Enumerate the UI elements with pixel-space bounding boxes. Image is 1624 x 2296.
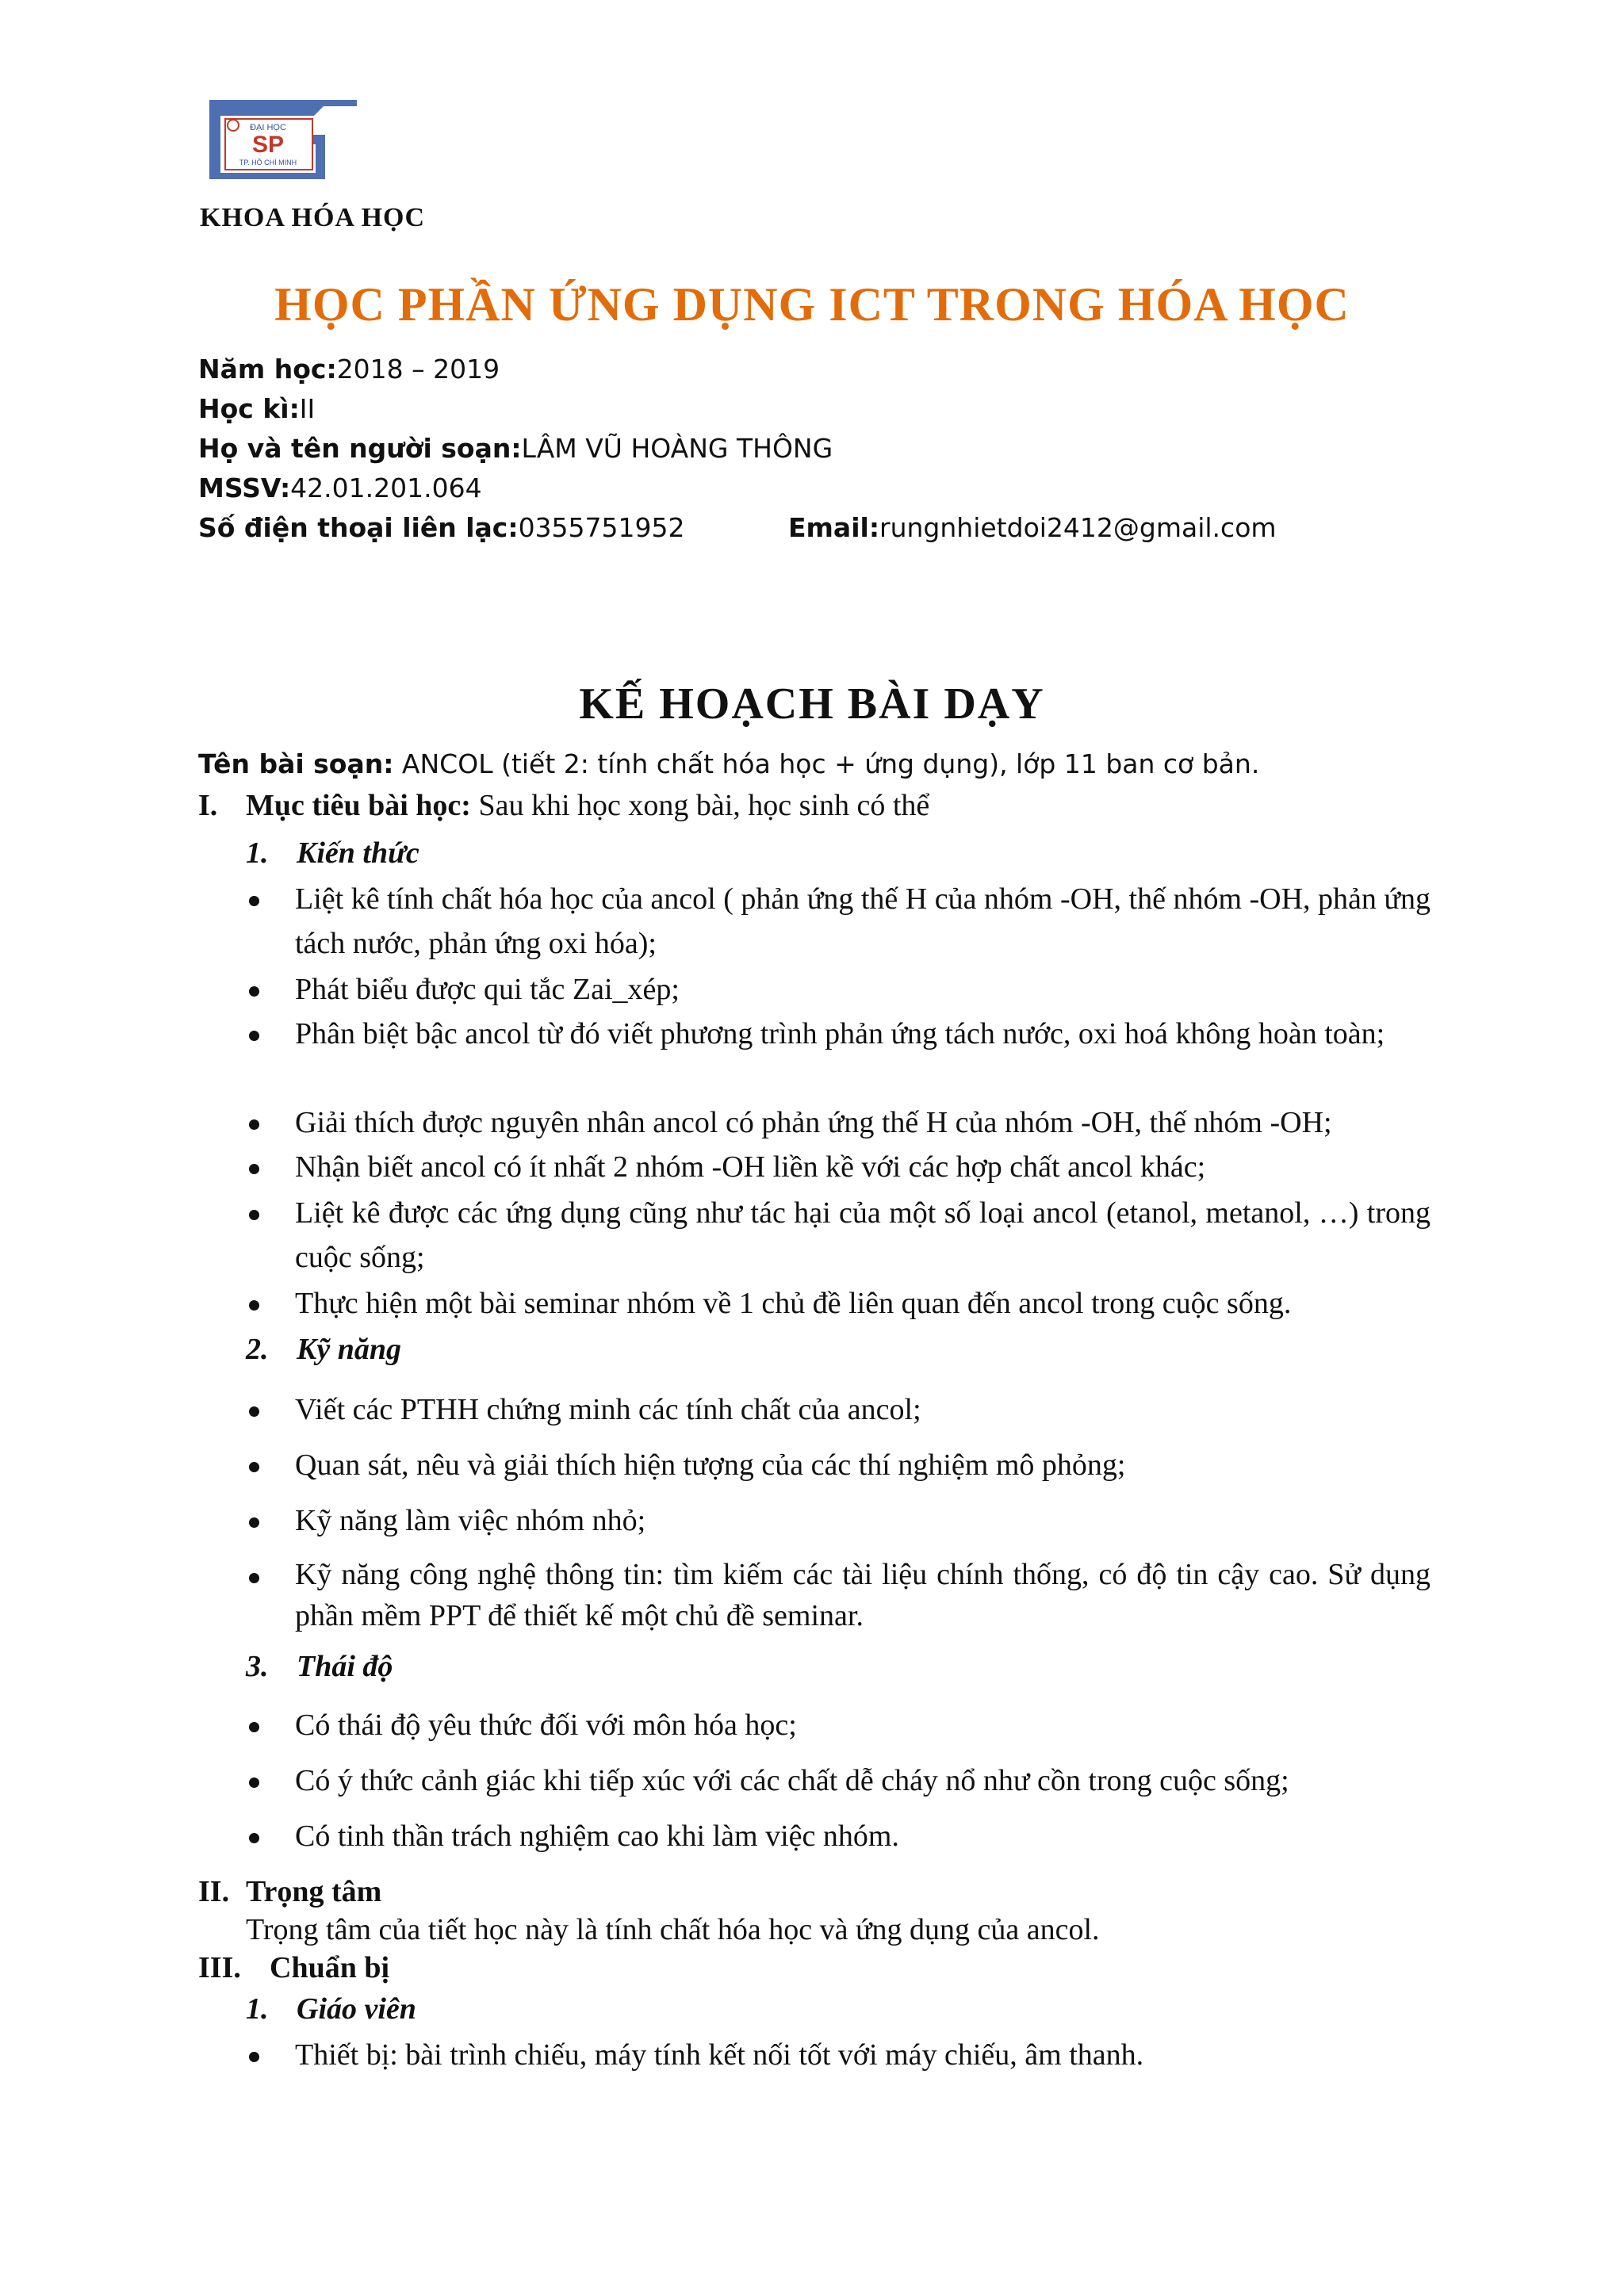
lesson-name: Tên bài soạn: ANCOL (tiết 2: tính chất hóa học + ứng dụng), lớp 11 ban cơ bản. <box>198 748 1260 779</box>
subsection-knowledge: 1. Kiến thức <box>246 836 419 870</box>
section-objectives: I. Mục tiêu bài học: Sau khi học xong bài, học sinh có thể <box>198 789 930 822</box>
subsection-skills: 2. Kỹ năng <box>246 1333 401 1366</box>
section-focus: II. Trọng tâm <box>198 1875 382 1908</box>
author-name: Họ và tên người soạn:LÂM VŨ HOÀNG THÔNG <box>198 433 833 464</box>
plan-title: KẾ HOẠCH BÀI DẠY <box>579 679 1045 729</box>
semester: Học kì:II <box>198 393 316 424</box>
academic-year: Năm học:2018 – 2019 <box>198 354 500 385</box>
course-title: HỌC PHẦN ỨNG DỤNG ICT TRONG HÓA HỌC <box>274 278 1350 331</box>
document-page: ĐẠI HỌC SP TP. HỒ CHÍ MINH KHOA HÓA HỌC HỌC PHẦN ỨNG DỤNG ICT TRONG HÓA HỌC Năm học:2018 – 2019 Học kì:II Họ và tên người soạn:LÂM VŨ HOÀNG THÔNG MSSV:42.01.201.064 Số điện thoại liên lạc:0355751952 Email:rungnhietdoi2412@gmail.com KẾ HOẠCH BÀI DẠY Tên bài soạn: ANCOL (tiết 2: tính chất hóa học + ứng dụng), lớp 11 ban cơ bản. I. Mục tiêu bài học: Sau khi học xong bài, học sinh có thể 1. Kiến thức Liệt kê tính chất hóa học của ancol ( phản ứng thế H của nhóm -OH, thế nhóm -OH, phản ứng tách nước, phản ứng oxi hóa); Phát biểu được qui tắc Zai_xép; Phân biệt bậc ancol từ đó viết phương trình phản ứng tách nước, oxi hoá không hoàn toàn; Giải thích được nguyên nhân ancol có phản ứng thế H của nhóm -OH, thế nhóm -OH; Nhận biết ancol có ít nhất 2 nhóm -OH liền kề với các hợp chất ancol khác; Liệt kê được các ứng dụng cũng như tác hại của một số loại ancol (etanol, metanol, …) trong cuộc sống; Thực hiện một bài seminar nhóm về 1 chủ đề liên quan đến ancol trong cuộc sống. 2. Kỹ năng Viết các PTHH chứng minh các tính chất của ancol; Quan sát, nêu và giải thích hiện tượng của các thí nghiệm mô phỏng; Kỹ năng làm việc nhóm nhỏ; Kỹ năng công nghệ thông tin: tìm kiếm các tài liệu chính thống, có độ tin cậy cao. Sử dụng phần mềm PPT để thiết kế một chủ đề seminar. 3. Thái độ Có thái độ yêu thức đối với môn hóa học; Có ý thức cảnh giác khi tiếp xúc với các chất dễ cháy nổ như cồn trong cuộc sống; Có tinh thần trách nghiệm cao khi làm việc nhóm. II. Trọng tâm Trọng tâm của tiết học này là tính chất hóa học và ứng dụng của ancol. III. Chuẩn bị 1. Giáo viên Thiết bị: bài trình chiếu, máy tính kết nối tốt với máy chiếu, âm thanh. <box>0 0 1624 2296</box>
svg-text:SP: SP <box>251 132 285 158</box>
subsection-attitude: 3. Thái độ <box>246 1650 393 1683</box>
department-name: KHOA HÓA HỌC <box>200 203 426 232</box>
email-address: Email:rungnhietdoi2412@gmail.com <box>788 512 1277 543</box>
svg-text:TP. HỒ CHÍ MINH: TP. HỒ CHÍ MINH <box>239 159 297 166</box>
focus-text: Trọng tâm của tiết học này là tính chất hóa học và ứng dụng của ancol. <box>246 1913 1100 1946</box>
section-preparation: III. Chuẩn bị <box>198 1951 390 1984</box>
subsection-teacher: 1. Giáo viên <box>246 1992 416 2026</box>
university-logo <box>205 94 363 186</box>
phone-number: Số điện thoại liên lạc:0355751952 <box>198 512 685 543</box>
student-id: MSSV:42.01.201.064 <box>198 473 482 503</box>
svg-text:ĐẠI HỌC: ĐẠI HỌC <box>250 123 286 132</box>
